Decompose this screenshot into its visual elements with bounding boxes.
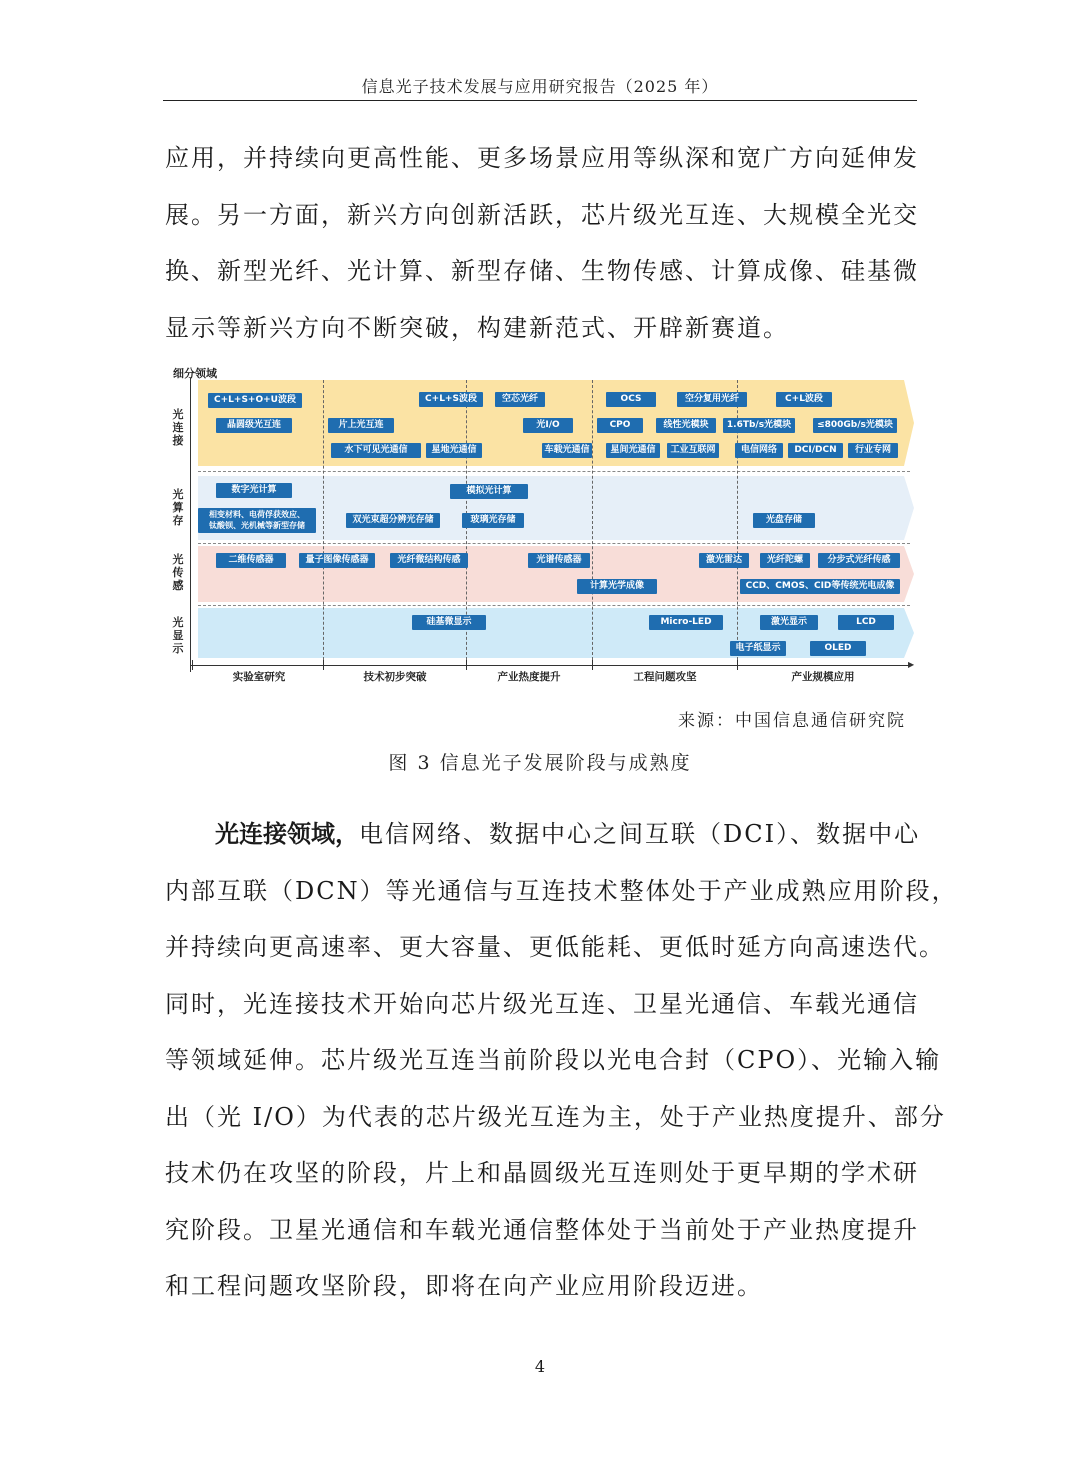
paragraph-line: 出（光 I/O）为代表的芯片级光互连为主，处于产业热度提升、部分 <box>165 1102 946 1131</box>
tag-underwater-vlc: 水下可见光通信 <box>331 443 421 458</box>
row-label-sensing: 光传感 <box>172 553 184 592</box>
tag-glass-storage: 玻璃光存储 <box>462 513 524 528</box>
header-rule <box>163 100 917 101</box>
tag-cpo: CPO <box>597 418 643 433</box>
figure-axis-title: 细分领域 <box>173 367 217 380</box>
tag-dci-dcn: DCI/DCN <box>788 443 843 458</box>
paragraph-line: 和工程问题攻坚阶段，即将在向产业应用阶段迈进。 <box>165 1272 763 1300</box>
paragraph-2 <box>165 806 958 1315</box>
tag-micro-led: Micro-LED <box>649 615 723 630</box>
tag-silicon-microdisplay: 硅基微显示 <box>412 615 486 630</box>
tag-ocs: OCS <box>606 392 656 407</box>
axis-arrow-icon: ▶ <box>908 660 915 669</box>
tag-satellite-ground: 星地光通信 <box>426 443 482 458</box>
row-label-connect: 光连接 <box>172 408 184 447</box>
tag-lcd: LCD <box>838 615 894 630</box>
tag-ccd-cmos-imaging: CCD、CMOS、CID等传统光电成像 <box>740 579 900 594</box>
figure-source: 来源：中国信息通信研究院 <box>678 711 906 731</box>
tag-hollow-core: 空芯光纤 <box>495 392 545 407</box>
tag-optical-io: 光I/O <box>523 418 573 433</box>
tag-laser-display: 激光显示 <box>760 615 818 630</box>
paragraph-line: 显示等新兴方向不断突破，构建新范式、开辟新赛道。 <box>165 313 789 342</box>
row-label-display: 光显示 <box>172 616 184 655</box>
tag-analog-compute: 模拟光计算 <box>450 484 528 499</box>
tag-distributed-fiber-sensing: 分步式光纤传感 <box>818 553 900 568</box>
tag-800g-module: ≤800Gb/s光模块 <box>813 418 897 433</box>
row-divider <box>198 471 910 472</box>
tag-1-6t-module: 1.6Tb/s光模块 <box>723 418 795 433</box>
paragraph-line: 换、新型光纤、光计算、新型存储、生物传感、计算成像、硅基微 <box>165 257 919 285</box>
tag-inter-satellite: 星间光通信 <box>606 443 660 458</box>
maturity-figure <box>168 360 918 690</box>
tag-quantum-image-sensor: 量子图像传感器 <box>299 553 375 568</box>
tag-lidar: 激光雷达 <box>699 553 749 568</box>
stage-divider <box>323 380 324 660</box>
tag-sdm-fiber: 空分复用光纤 <box>677 392 747 407</box>
row-label-compute: 光算存 <box>172 488 184 527</box>
tag-linear-module: 线性光模块 <box>656 418 716 433</box>
row-divider <box>198 605 910 606</box>
paragraph-line-text: 电信网络、数据中心之间互联（DCI）、数据中心 <box>359 820 921 848</box>
stage-divider <box>592 380 593 660</box>
tag-wafer-interconnect: 晶圆级光互连 <box>216 418 292 433</box>
tag-dual-beam-storage: 双光束超分辨光存储 <box>346 513 440 528</box>
tag-fiber-micro-sensing: 光纤微结构传感 <box>390 553 468 568</box>
paragraph-line: 展。另一方面，新兴方向创新活跃，芯片级光互连、大规模全光交 <box>165 200 919 229</box>
vertical-axis <box>190 378 191 672</box>
paragraph-line: 并持续向更高速率、更大容量、更低能耗、更低时延方向高速迭代。 <box>165 933 945 961</box>
tag-industrial-internet: 工业互联网 <box>667 443 719 458</box>
paragraph-line: 技术仍在攻坚的阶段，片上和晶圆级光互连则处于更早期的学术研 <box>165 1159 919 1187</box>
stage-label-engineering: 工程问题攻坚 <box>633 671 697 683</box>
axis-tick <box>466 660 467 670</box>
tag-c-l-s-o-u: C+L+S+O+U波段 <box>208 393 302 408</box>
tag-c-l: C+L波段 <box>776 392 832 407</box>
tag-novel-storage-line: 相变材料、电荷俘获效应、 <box>209 510 305 519</box>
paragraph-1 <box>165 130 919 356</box>
stage-label-heat: 产业热度提升 <box>497 671 561 683</box>
tag-novel-storage <box>198 508 316 533</box>
tag-fiber-gyro: 光纤陀螺 <box>760 553 810 568</box>
running-header: 信息光子技术发展与应用研究报告（2025 年） <box>361 77 719 96</box>
axis-tick <box>323 660 324 670</box>
horizontal-axis <box>190 665 912 666</box>
axis-tick <box>737 660 738 670</box>
axis-tick <box>592 660 593 670</box>
stage-label-lab: 实验室研究 <box>232 671 286 683</box>
tag-on-chip-interconnect: 片上光互连 <box>328 418 394 433</box>
paragraph-line <box>165 806 921 863</box>
tag-vehicle-optical: 车载光通信 <box>542 443 592 458</box>
row-divider <box>198 543 910 544</box>
page-number: 4 <box>534 1357 546 1376</box>
figure-caption: 图 3 信息光子发展阶段与成熟度 <box>388 752 692 774</box>
tag-digital-compute: 数字光计算 <box>216 483 292 498</box>
axis-tick <box>192 660 193 670</box>
tag-2d-sensor: 二维传感器 <box>216 553 286 568</box>
paragraph-line: 等领域延伸。芯片级光互连当前阶段以光电合封（CPO）、光输入输 <box>165 1046 942 1074</box>
tag-novel-storage-line: 钛酸钡、光机械等新型存储 <box>209 521 305 530</box>
tag-disc-storage: 光盘存储 <box>753 513 815 528</box>
paragraph-lead: 光连接领域， <box>215 820 359 848</box>
stage-label-scale: 产业规模应用 <box>791 671 855 683</box>
tag-computational-imaging: 计算光学成像 <box>577 579 657 594</box>
tag-telecom-network: 电信网络 <box>735 443 783 458</box>
stage-label-breakthrough: 技术初步突破 <box>363 671 427 683</box>
tag-c-l-s: C+L+S波段 <box>419 392 483 407</box>
paragraph-line: 应用，并持续向更高性能、更多场景应用等纵深和宽广方向延伸发 <box>165 144 919 172</box>
tag-oled: OLED <box>810 641 866 656</box>
paragraph-line: 究阶段。卫星光通信和车载光通信整体处于当前处于产业热度提升 <box>165 1215 919 1244</box>
tag-private-network: 行业专网 <box>848 443 898 458</box>
paragraph-line: 同时，光连接技术开始向芯片级光互连、卫星光通信、车载光通信 <box>165 989 919 1018</box>
tag-epaper: 电子纸显示 <box>730 641 786 656</box>
paragraph-line: 内部互联（DCN）等光通信与互连技术整体处于产业成熟应用阶段， <box>165 876 958 905</box>
tag-spectral-sensor: 光谱传感器 <box>528 553 590 568</box>
